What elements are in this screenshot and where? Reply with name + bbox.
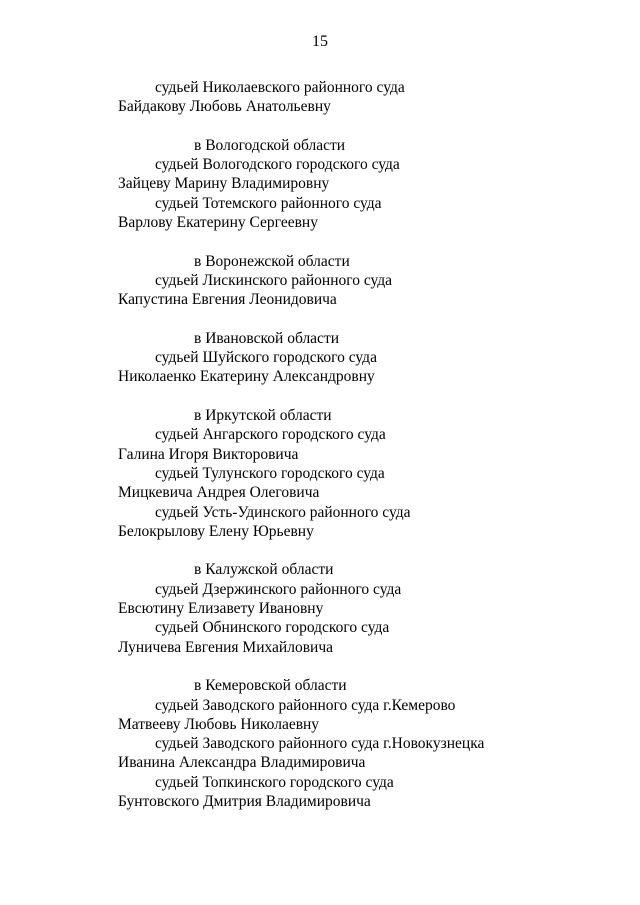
court-line: судьей Тулунского городского суда <box>155 464 385 482</box>
judge-name: Белокрылову Елену Юрьевну <box>118 522 314 540</box>
region-heading: в Вологодской области <box>194 136 346 154</box>
court-line: судьей Вологодского городского суда <box>155 156 400 174</box>
court-line: судьей Усть-Удинского районного суда <box>155 503 411 521</box>
court-line: судьей Заводского районного суда г.Новокузнецка <box>155 735 485 753</box>
page-number: 15 <box>312 33 328 50</box>
court-line: судьей Николаевского районного суда <box>155 79 405 96</box>
paragraph-gap <box>118 117 618 136</box>
court-line: судьей Заводского районного суда г.Кемерово <box>155 696 456 714</box>
court-line: судьей Шуйского городского суда <box>155 349 377 367</box>
paragraph-gap <box>118 657 618 676</box>
region-heading: в Кемеровской области <box>194 677 347 695</box>
paragraph-gap <box>118 310 618 329</box>
judge-name: Мицкевича Андрея Олеговича <box>118 484 320 502</box>
court-line: судьей Ангарского городского суда <box>155 426 386 444</box>
region-heading: в Ивановской области <box>194 329 340 347</box>
paragraph-gap <box>118 541 618 560</box>
appointment-list <box>118 78 618 811</box>
court-line: судьей Обнинского городского суда <box>155 619 390 637</box>
region-heading: в Калужской области <box>194 561 334 579</box>
region-heading: в Воронежской области <box>194 252 350 270</box>
judge-name: Евсютину Елизавету Ивановну <box>118 600 324 618</box>
court-line: судьей Топкинского городского суда <box>155 773 394 791</box>
judge-name: Варлову Екатерину Сергеевну <box>118 214 318 232</box>
judge-name: Бунтовского Дмитрия Владимировича <box>118 792 371 810</box>
judge-name: Байдакову Любовь Анатольевну <box>118 98 331 116</box>
judge-name: Галина Игоря Викторовича <box>118 445 299 463</box>
judge-name: Иванина Александра Владимировича <box>118 754 366 772</box>
court-line: судьей Дзержинского районного суда <box>155 580 402 598</box>
region-heading: в Иркутской области <box>194 407 332 425</box>
judge-name: Матвееву Любовь Николаевну <box>118 715 320 733</box>
paragraph-gap <box>118 387 618 406</box>
judge-name: Зайцеву Марину Владимировну <box>118 175 330 193</box>
court-line: судьей Лискинского районного суда <box>155 271 393 289</box>
judge-name: Луничева Евгения Михайловича <box>118 638 333 656</box>
paragraph-gap <box>118 232 618 251</box>
judge-name: Николаенко Екатерину Александровну <box>118 368 375 386</box>
judge-name: Капустина Евгения Леонидовича <box>118 291 337 309</box>
court-line: судьей Тотемского районного суда <box>155 194 382 212</box>
